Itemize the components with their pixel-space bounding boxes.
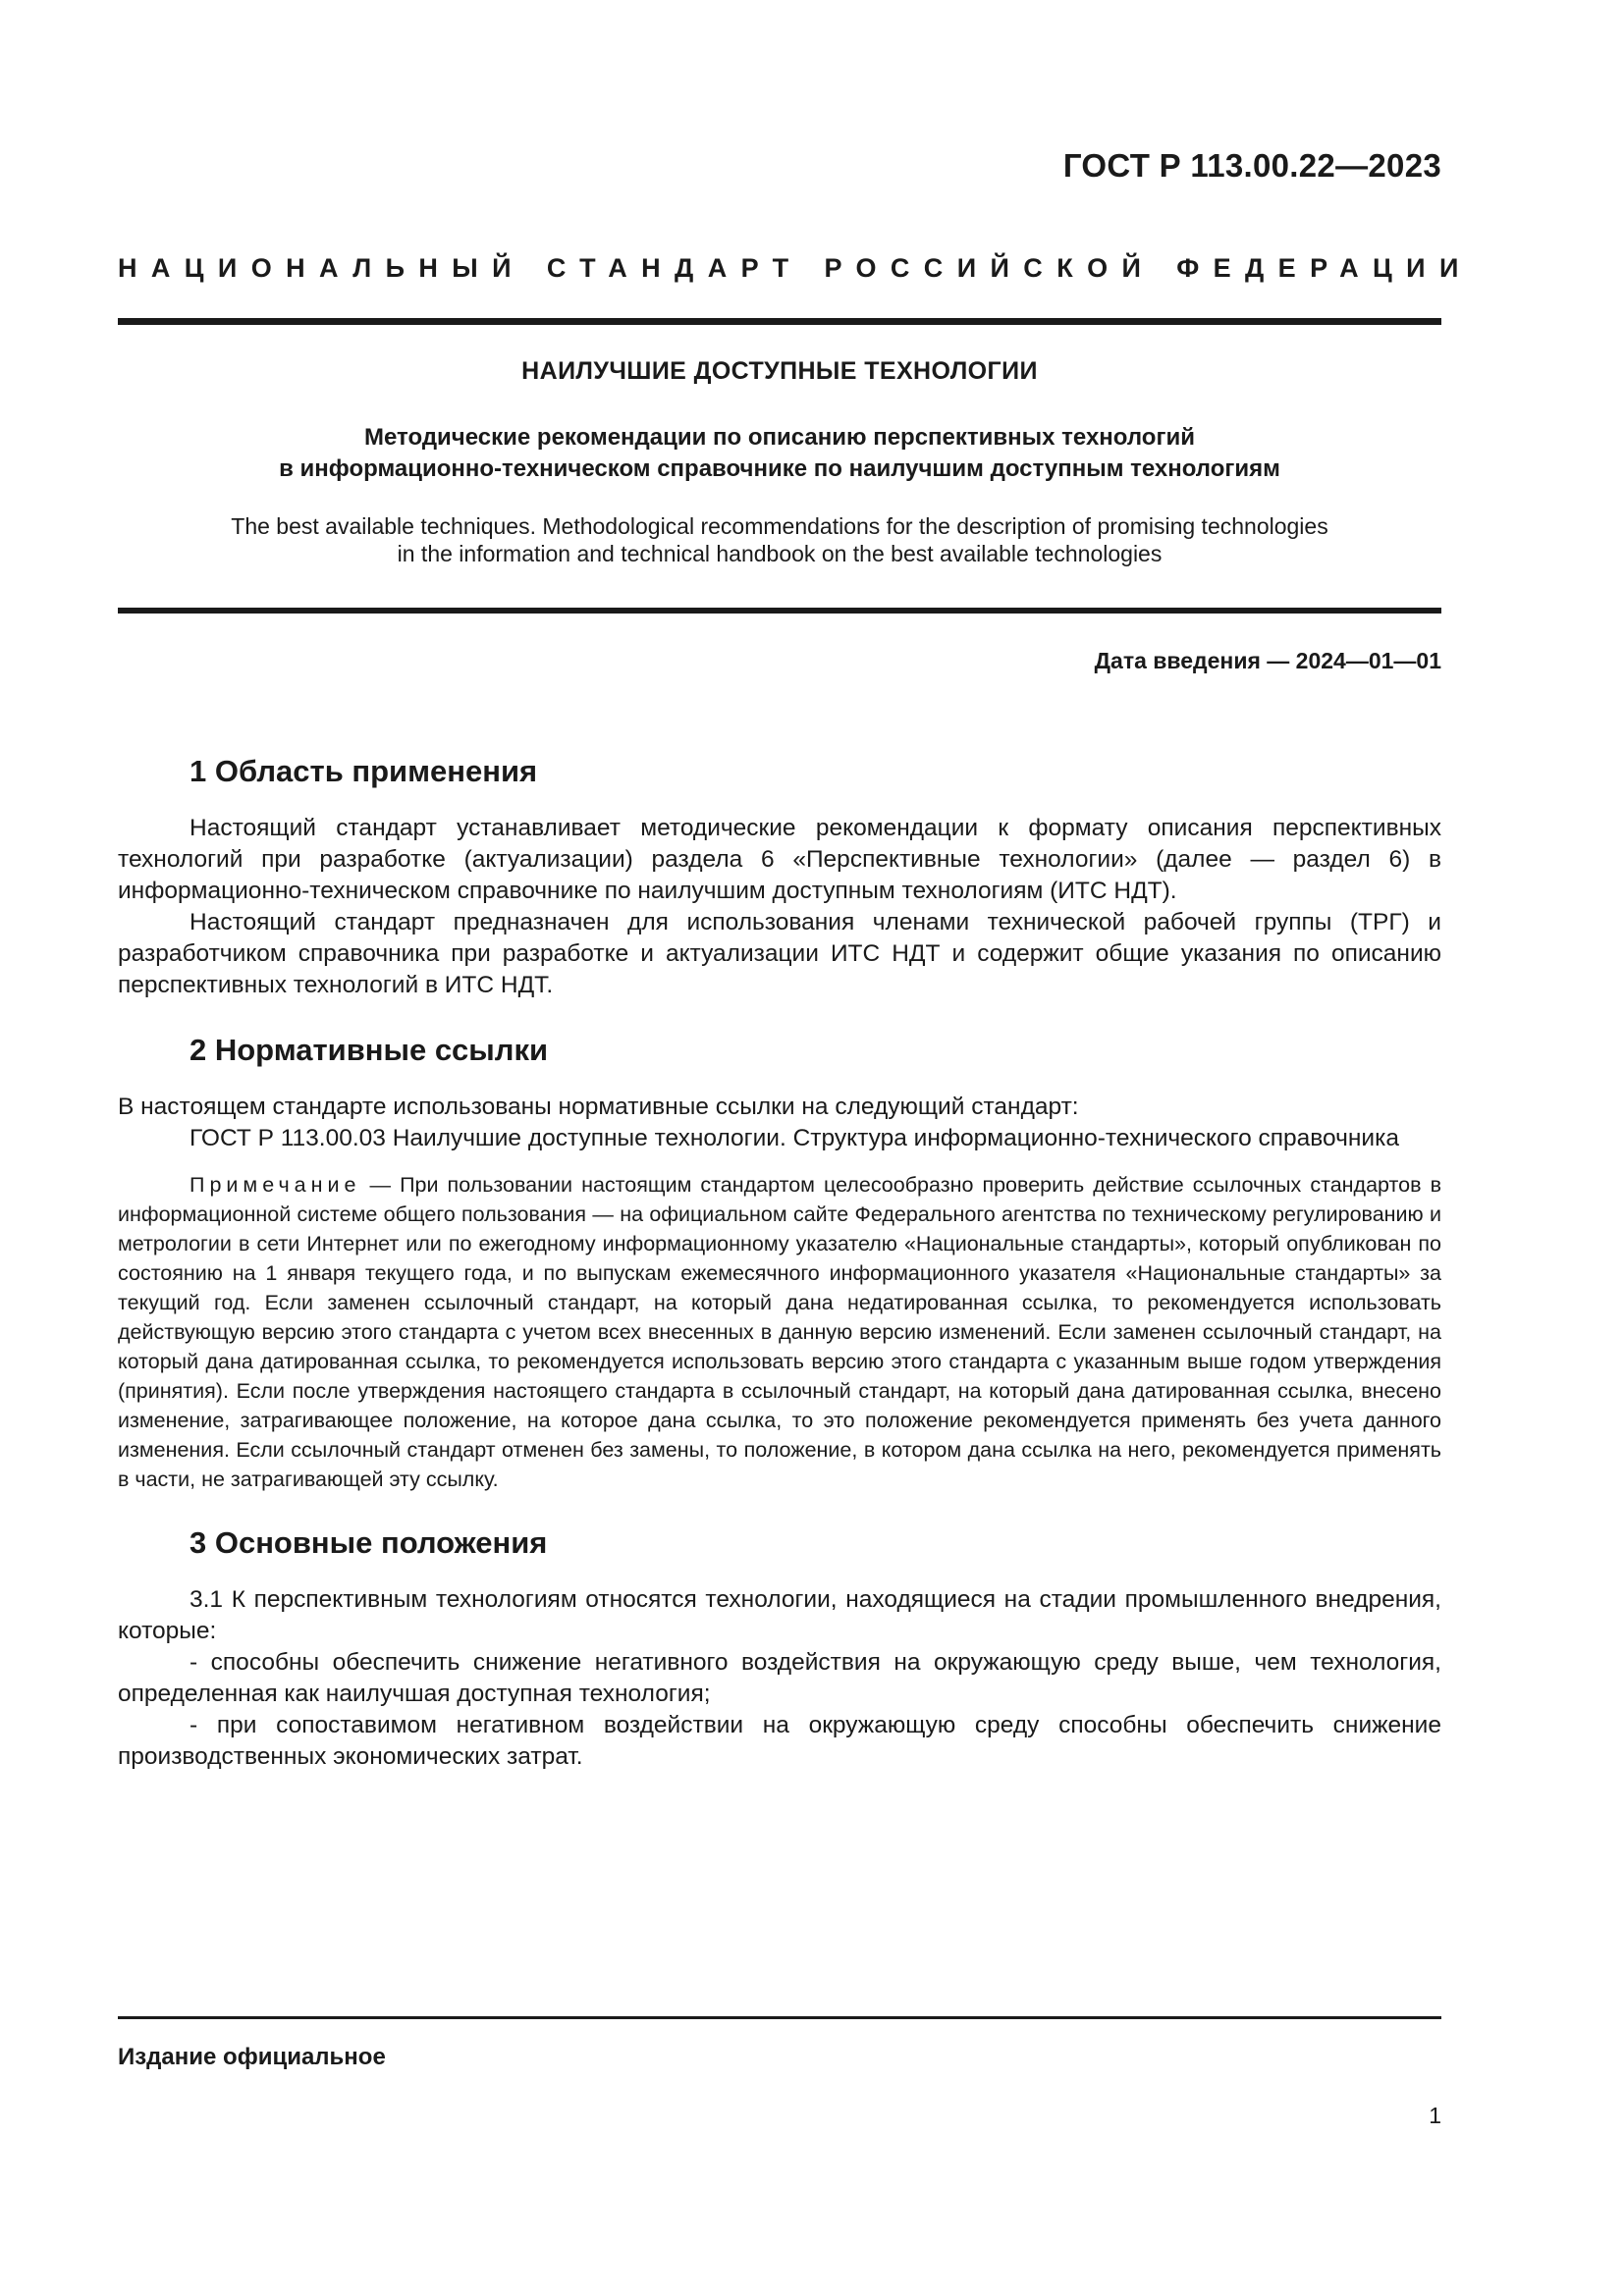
list-item: - способны обеспечить снижение негативного воздействия на окружающую среду выше, чем технология, определенная как наилучшая доступная технология; xyxy=(118,1649,1441,1707)
official-edition-label: Издание официальное xyxy=(118,2044,386,2070)
paragraph: В настоящем стандарте использованы нормативные ссылки на следующий стандарт: xyxy=(118,1094,1079,1120)
middle-divider xyxy=(118,608,1441,614)
section-normative-references xyxy=(118,1031,1441,1494)
document-code: ГОСТ Р 113.00.22—2023 xyxy=(1062,147,1441,184)
document-body xyxy=(118,752,1441,1802)
note-label: Примечание xyxy=(189,1173,361,1197)
reference-entry: ГОСТ Р 113.00.03 Наилучшие доступные технологии. Структура информационно-технического справочника xyxy=(189,1125,1399,1151)
english-title xyxy=(118,512,1441,567)
top-divider xyxy=(118,318,1441,325)
english-title-line-1: The best available techniques. Methodological recommendations for the description of promising technologies xyxy=(231,513,1328,539)
subtitle-line-1: Методические рекомендации по описанию перспективных технологий xyxy=(364,424,1195,451)
document-subtitle xyxy=(118,422,1441,485)
note-text: — При пользовании настоящим стандартом целесообразно проверить действие ссылочных стандартов в информационной системе общего пользования — на официальном сайте Федерального агентства по техническому регулированию и метрологии в сети Интернет или по ежегодному информационному указателю «Национальные стандарты», который опубликован по состоянию на 1 января текущего года, и по выпускам ежемесячного информационного указателя «Национальные стандарты» за текущий год. Если заменен ссылочный стандарт, на который дана недатированная ссылка, то рекомендуется использовать действующую версию этого стандарта с учетом всех внесенных в данную версию изменений. Если заменен ссылочный стандарт, на который дана датированная ссылка, то рекомендуется использовать версию этого стандарта с указанным выше годом утверждения (принятия). Если после утверждения настоящего стандарта в ссылочный стандарт, на который дана датированная ссылка, внесено изменение, затрагивающее положение, на которое дана ссылка, то это положение рекомендуется применять без учета данного изменения. Если ссылочный стандарт отменен без замены, то положение, в котором дана ссылка на него, рекомендуется применять в части, не затрагивающей эту ссылку. xyxy=(118,1173,1441,1491)
subtitle-line-2: в информационно-техническом справочнике по наилучшим доступным технологиям xyxy=(279,455,1280,482)
section-main-provisions xyxy=(118,1523,1441,1773)
national-standard-banner: НАЦИОНАЛЬНЫЙ СТАНДАРТ РОССИЙСКОЙ ФЕДЕРАЦИИ xyxy=(118,253,1473,283)
document-page xyxy=(118,0,1473,2296)
note xyxy=(118,1170,1441,1494)
section-scope xyxy=(118,752,1441,1001)
bottom-divider xyxy=(118,2016,1441,2019)
document-title: НАИЛУЧШИЕ ДОСТУПНЫЕ ТЕХНОЛОГИИ xyxy=(521,357,1038,385)
section-heading: 3 Основные положения xyxy=(189,1525,548,1560)
section-heading: 2 Нормативные ссылки xyxy=(189,1033,549,1067)
page-number: 1 xyxy=(1429,2103,1441,2128)
list-item: - при сопоставимом негативном воздействии на окружающую среду способны обеспечить снижение производственных экономических затрат. xyxy=(118,1712,1441,1770)
paragraph: 3.1 К перспективным технологиям относятся технологии, находящиеся на стадии промышленного внедрения, которые: xyxy=(118,1586,1441,1644)
english-title-line-2: in the information and technical handbook on the best available technologies xyxy=(397,541,1163,566)
paragraph: Настоящий стандарт предназначен для использования членами технической рабочей группы (ТРГ) и разработчиком справочника при разработке и актуализации ИТС НДТ и содержит общие указания по описанию перспективных технологий в ИТС НДТ. xyxy=(118,909,1441,998)
paragraph: Настоящий стандарт устанавливает методические рекомендации к формату описания перспективных технологий при разработке (актуализации) раздела 6 «Перспективные технологии» (далее — раздел 6) в информационно-техническом справочнике по наилучшим доступным технологиям (ИТС НДТ). xyxy=(118,815,1441,904)
introduction-date: Дата введения — 2024—01—01 xyxy=(1094,648,1441,673)
section-heading: 1 Область применения xyxy=(189,754,538,788)
